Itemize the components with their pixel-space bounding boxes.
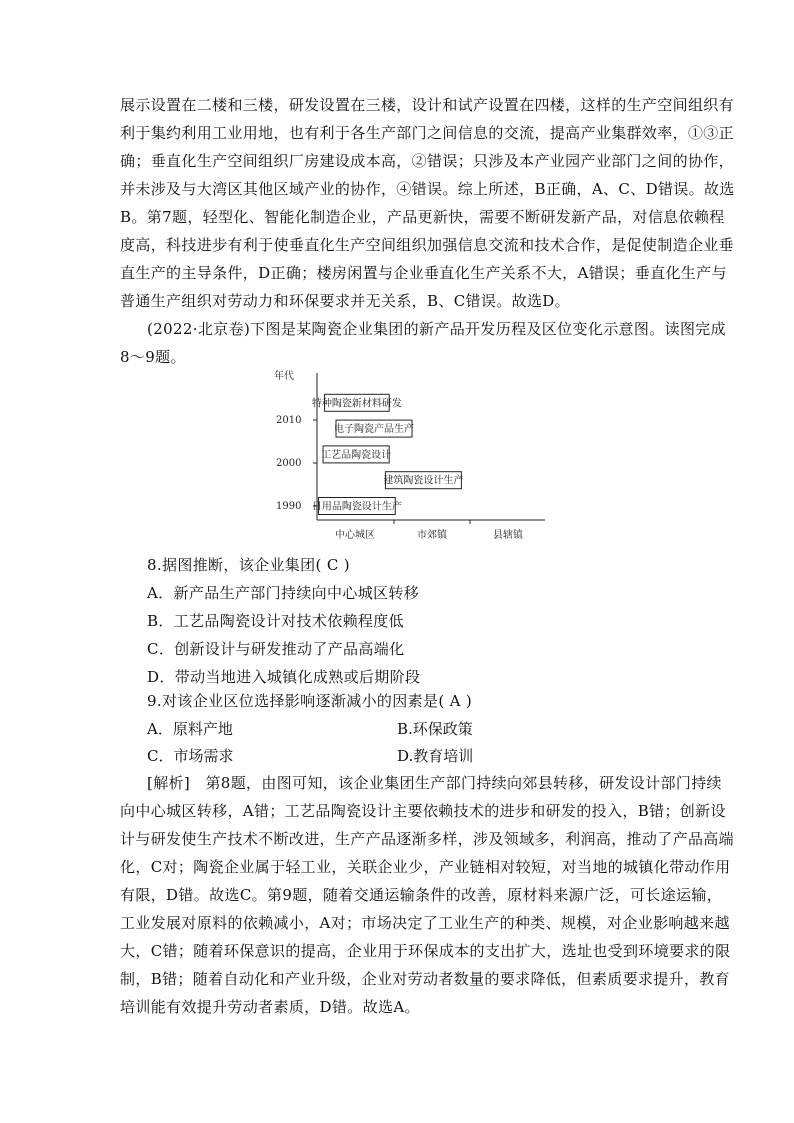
y-axis-label: 年代	[274, 371, 294, 382]
chart-bar	[312, 394, 402, 411]
q9-option-a: A．原料产地	[147, 720, 233, 738]
x-category-label: 县辖镇	[493, 530, 523, 541]
analysis-line: 工业发展对原料的依赖减小，A对；市场决定了工业生产的种类、规模，对企业影响越来越	[120, 914, 730, 932]
text-line: 展示设置在二楼和三楼，研发设置在三楼，设计和试产设置在四楼，这样的生产空间组织有	[120, 96, 735, 114]
analysis-line: 制，B错；随着自动化和产业升级，企业对劳动者数量的要求降低，但素质要求提升，教育	[120, 970, 731, 988]
analysis-line: 培训能有效提升劳动者素质，D错。故选A。	[120, 998, 420, 1016]
analysis-line: 计与研发使生产技术不断改进，生产产品逐渐多样，涉及领域多，利润高，推动了产品高端	[120, 830, 735, 848]
analysis-line: [解析] 第8题，由图可知，该企业集团生产部门持续向郊县转移，研发设计部门持续	[147, 774, 722, 792]
text-line: 利于集约利用工业用地，也有利于各生产部门之间信息的交流，提高产业集群效率，①③正	[120, 124, 735, 142]
text-line: 直生产的主导条件，D正确；楼房闲置与企业垂直化生产关系不大，A错误；垂直化生产与	[120, 264, 727, 282]
q8-option-a: A．新产品生产部门持续向中心城区转移	[147, 584, 420, 602]
analysis-line: 有限，D错。故选C。第9题，随着交通运输条件的改善，原材料来源广泛，可长途运输，	[120, 886, 723, 904]
chart-bar	[321, 446, 391, 463]
chart-bar-label: 电子陶瓷产品生产	[334, 424, 414, 436]
x-category-label: 中心城区	[335, 530, 375, 541]
analysis-line: 大，C错；随着环保意识的提高，企业用于环保成本的支出扩大，选址也受到环境要求的限	[120, 942, 731, 960]
question-intro: 8～9题。	[120, 348, 186, 366]
text-line: B。第7题，轻型化、智能化制造企业，产品更新快，需要不断研发新产品，对信息依赖程	[120, 208, 725, 226]
q8-option-b: B．工艺品陶瓷设计对技术依赖程度低	[147, 612, 404, 630]
product-location-chart	[262, 365, 562, 550]
q8-option-d: D．带动当地进入城镇化成熟或后期阶段	[147, 668, 421, 686]
q8-option-c: C．创新设计与研发推动了产品高端化	[147, 640, 405, 658]
q9-option-b: B.环保政策	[397, 720, 473, 738]
y-tick-label: 1990	[276, 501, 302, 512]
text-line: 确；垂直化生产空间组织厂房建设成本高，②错误；只涉及本产业园产业部门之间的协作，	[120, 152, 735, 170]
question-9-stem: 9.对该企业区位选择影响逐渐减小的因素是( A )	[147, 692, 473, 710]
question-intro: (2022·北京卷)下图是某陶瓷企业集团的新产品开发历程及区位变化示意图。读图完成	[147, 320, 726, 338]
q9-option-c: C．市场需求	[147, 747, 234, 765]
chart-bar-label: 特种陶瓷新材料研发	[311, 398, 402, 410]
chart-bar	[312, 498, 402, 515]
text-line: 并未涉及与大湾区其他区域产业的协作，④错误。综上所述，B正确，A、C、D错误。故选	[120, 180, 735, 198]
chart-bar-label: 日用品陶瓷设计生产	[311, 501, 402, 513]
y-tick-label: 2010	[276, 415, 302, 426]
chart-bar-label: 工艺品陶瓷设计	[321, 449, 392, 461]
text-line: 度高，科技进步有利于使垂直化生产空间组织加强信息交流和技术合作，是促使制造企业垂	[120, 236, 735, 254]
text-line: 普通生产组织对劳动力和环保要求并无关系，B、C错误。故选D。	[120, 292, 571, 310]
chart-bar	[334, 420, 414, 437]
chart-bar-label: 建筑陶瓷设计生产	[383, 475, 464, 487]
x-category-label: 市郊镇	[417, 530, 447, 541]
analysis-line: 化，C对；陶瓷企业属于轻工业，关联企业少，产业链相对较短，对当地的城镇化带动作用	[120, 858, 731, 876]
analysis-line: 向中心城区转移，A错；工艺品陶瓷设计主要依赖技术的进步和研发的投入，B错；创新设	[120, 802, 726, 820]
question-8-stem: 8.据图推断，该企业集团( C )	[147, 556, 350, 574]
chart-bar	[383, 472, 463, 489]
y-tick-label: 2000	[276, 458, 302, 469]
q9-option-d: D.教育培训	[397, 747, 474, 765]
